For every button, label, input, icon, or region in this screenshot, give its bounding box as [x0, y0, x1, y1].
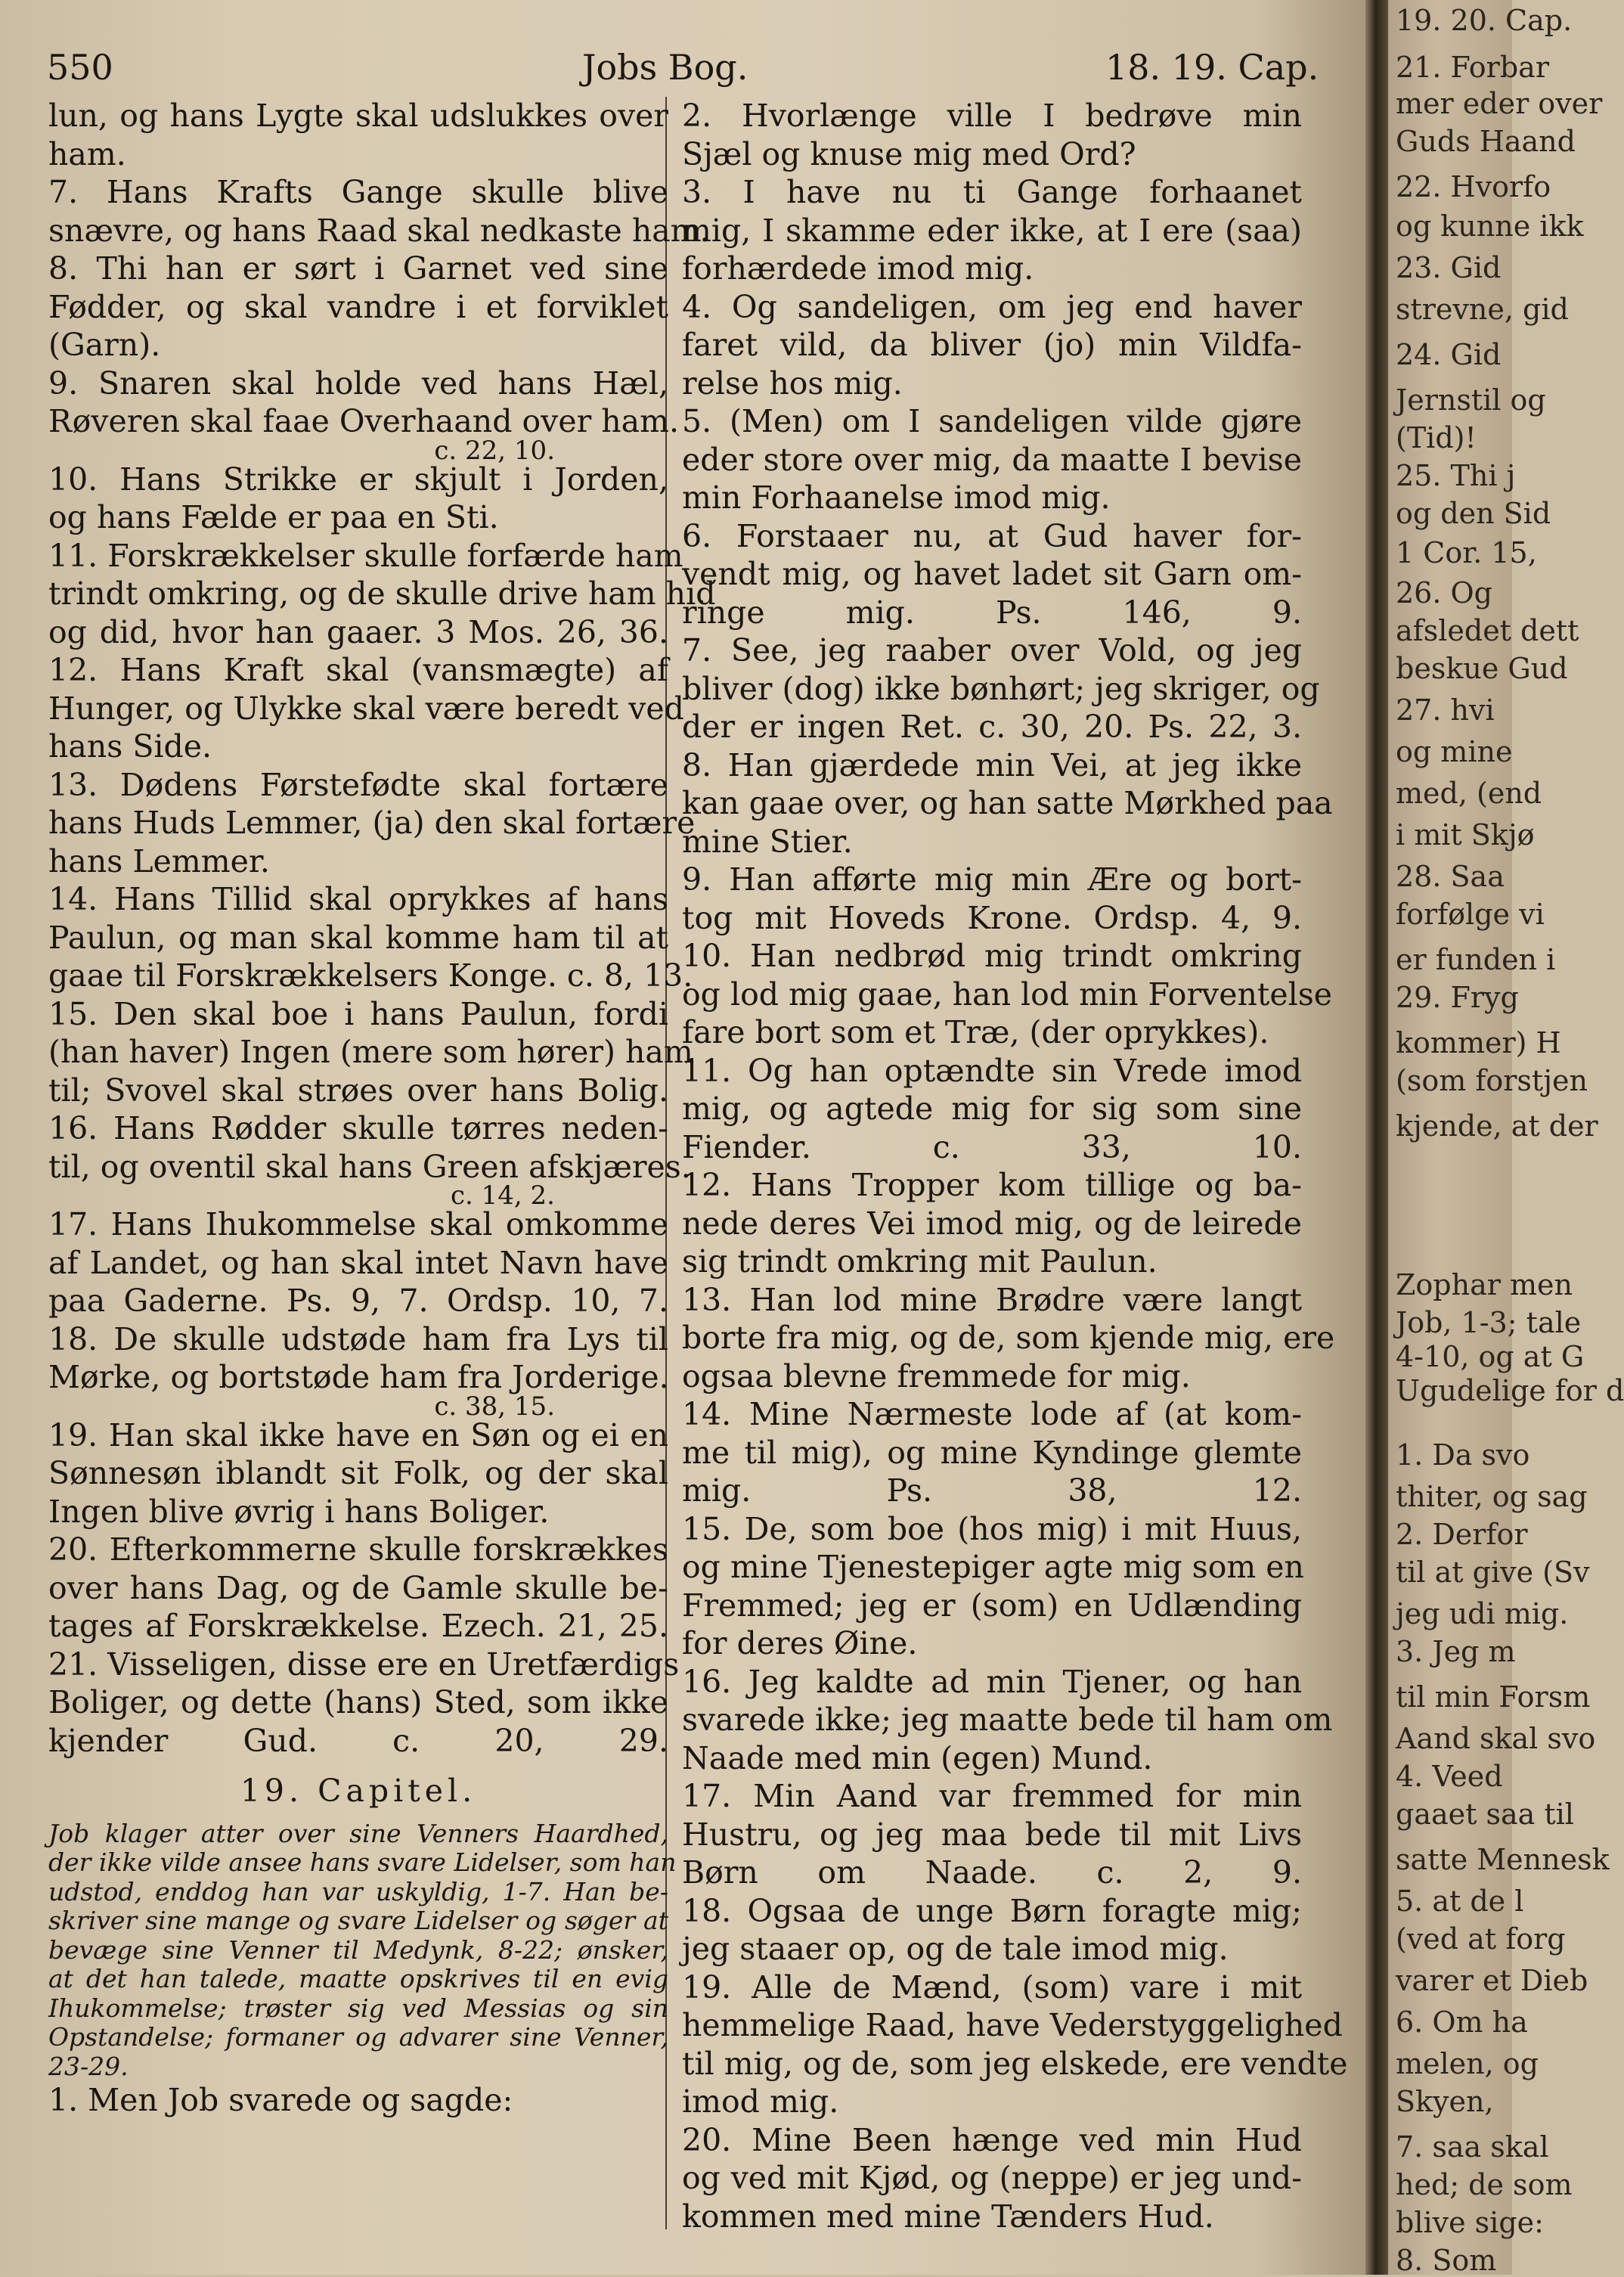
facing-page-fragment: til at give (Sv	[1396, 1556, 1590, 1589]
text-line: Sjæl og knuse mig med Ord?	[682, 135, 1136, 172]
text-line: kjender Gud. c. 20, 29.	[48, 1722, 668, 1759]
text-line: mig. Ps. 38, 12.	[682, 1472, 1302, 1509]
facing-page-fragment: Job, 1-3; tale	[1396, 1306, 1582, 1339]
text-line: mine Stier.	[682, 823, 853, 860]
text-line: (han haver) Ingen (mere som hører) ham	[48, 1034, 693, 1070]
text-line: 20. Efterkommerne skulle forskrækkes	[48, 1531, 668, 1568]
text-line: hans Lemmer.	[48, 842, 270, 879]
text-line: mig, og agtede mig for sig som sine	[682, 1090, 1302, 1127]
facing-page-fragment: gaaet saa til	[1396, 1798, 1574, 1831]
text-line: 8. Han gjærdede min Vei, at jeg ikke	[682, 746, 1302, 783]
facing-page-fragment: beskue Gud	[1396, 652, 1568, 685]
text-line: min Forhaanelse imod mig.	[682, 479, 1111, 516]
text-line: 11. Og han optændte sin Vrede imod	[682, 1052, 1302, 1089]
facing-page-fragment: 4. Veed	[1396, 1760, 1503, 1793]
chapter-range: 18. 19. Cap.	[1105, 47, 1319, 88]
facing-page-fragment: 6. Om ha	[1396, 2006, 1528, 2039]
text-line: Boliger, og dette (hans) Sted, som ikke	[48, 1684, 668, 1720]
facing-page-fragment: (ved at forg	[1396, 1922, 1566, 1956]
facing-page-fragment: 1 Cor. 15,	[1396, 536, 1537, 569]
text-line: 2. Hvorlænge ville I bedrøve min	[682, 98, 1302, 134]
text-line: 11. Forskrækkelser skulle forfærde ham	[48, 537, 683, 574]
text-line: faret vild, da bliver (jo) min Vildfa-	[682, 327, 1302, 363]
page-number: 550	[47, 47, 113, 88]
text-line: 15. De, som boe (hos mig) i mit Huus,	[682, 1510, 1302, 1547]
text-line: eder store over mig, da maatte I bevise	[682, 441, 1302, 478]
text-line: 18. De skulle udstøde ham fra Lys til	[48, 1320, 668, 1357]
text-line: 10. Han nedbrød mig trindt omkring	[682, 938, 1302, 974]
chapter-summary-line: Ihukommelse; trøster sig ved Messias og sin	[48, 1993, 668, 2023]
facing-page-fragment: 8. Som	[1396, 2244, 1497, 2277]
facing-page-fragment: satte Mennesk	[1396, 1843, 1610, 1876]
text-line: 20. Mine Been hænge ved min Hud	[682, 2121, 1302, 2158]
facing-page-fragment: 2. Derfor	[1396, 1518, 1528, 1551]
text-line: for deres Øine.	[682, 1625, 918, 1661]
text-line: (Garn).	[48, 327, 161, 363]
facing-page-fragment: 3. Jeg m	[1396, 1635, 1516, 1668]
text-line: til mig, og de, som jeg elskede, ere vendte	[682, 2045, 1348, 2082]
text-line: tog mit Hoveds Krone. Ordsp. 4, 9.	[682, 899, 1302, 936]
text-line: 17. Min Aand var fremmed for min	[682, 1778, 1302, 1814]
facing-page-fragment: 27. hvi	[1396, 693, 1495, 727]
facing-page-fragment: mer eder over	[1396, 87, 1603, 120]
facing-page-fragment: 29. Fryg	[1396, 981, 1519, 1014]
text-line: 19. Alle de Mænd, (som) vare i mit	[682, 1968, 1302, 2006]
text-line: tages af Forskrækkelse. Ezech. 21, 25.	[48, 1608, 668, 1644]
facing-page-fragment: og mine	[1396, 735, 1513, 768]
facing-page-fragment: 19. 20. Cap.	[1396, 4, 1573, 37]
facing-page-fragment: 26. Og	[1396, 576, 1492, 610]
text-line: 14. Hans Tillid skal oprykkes af hans	[48, 881, 668, 917]
text-line: 8. Thi han er sørt i Garnet ved sine	[48, 250, 668, 287]
text-line: 9. Han afførte mig min Ære og bort-	[682, 861, 1302, 898]
text-line: mig, I skamme eder ikke, at I ere (saa)	[682, 212, 1302, 249]
text-line: 14. Mine Nærmeste lode af (at kom-	[682, 1396, 1302, 1432]
text-line: 9. Snaren skal holde ved hans Hæl,	[48, 365, 668, 402]
facing-page-fragment: kjende, at der	[1396, 1109, 1598, 1143]
facing-page-fragment: Ugudelige for d	[1396, 1374, 1624, 1407]
text-line: vendt mig, og havet ladet sit Garn om-	[682, 556, 1302, 592]
text-line: 13. Han lod mine Brødre være langt	[682, 1281, 1302, 1318]
facing-page-fragment: 22. Hvorfo	[1396, 170, 1551, 203]
chapter-summary-line: der ikke vilde ansee hans svare Lidelser, som han	[48, 1847, 677, 1877]
text-line: hans Side.	[48, 728, 212, 765]
facing-page-fragment: 1. Da svo	[1396, 1438, 1530, 1472]
chapter-summary-line: Opstandelse; formaner og advarer sine Venner,	[48, 2022, 668, 2052]
facing-page-fragment: 7. saa skal	[1396, 2130, 1549, 2164]
facing-page-fragment: jeg udi mig.	[1396, 1597, 1569, 1630]
text-line: sig trindt omkring mit Paulun.	[682, 1243, 1158, 1280]
text-line: snævre, og hans Raad skal nedkaste ham.	[48, 212, 710, 249]
text-line: 19. Han skal ikke have en Søn og ei en	[48, 1416, 668, 1453]
facing-page-fragment: Skyen,	[1396, 2085, 1494, 2118]
chapter-summary-line: udstod, enddog han var uskyldig, 1-7. Han be-	[48, 1876, 668, 1906]
text-line: trindt omkring, og de skulle drive ham hid	[48, 575, 716, 612]
facing-page-fragment: i mit Skjø	[1396, 818, 1535, 852]
facing-page-fragment: med, (end	[1396, 777, 1542, 810]
text-line: Sønnesøn iblandt sit Folk, og der skal	[48, 1455, 668, 1491]
text-line: Paulun, og man skal komme ham til at	[48, 919, 668, 956]
text-line: 16. Hans Rødder skulle tørres neden-	[48, 1110, 668, 1146]
text-line: kommen med mine Tænders Hud.	[682, 2198, 1214, 2235]
text-line: over hans Dag, og de Gamle skulle be-	[48, 1569, 668, 1606]
text-line: Fiender. c. 33, 10.	[682, 1128, 1302, 1165]
text-line: 21. Visseligen, disse ere en Uretfærdigs	[48, 1646, 680, 1683]
cross-reference: c. 14, 2.	[451, 1180, 555, 1211]
facing-page-fragment: thiter, og sag	[1396, 1480, 1588, 1513]
text-line: 15. Den skal boe i hans Paulun, fordi	[48, 995, 668, 1032]
text-line: paa Gaderne. Ps. 9, 7. Ordsp. 10, 7.	[48, 1283, 668, 1319]
facing-page-fragment: er funden i	[1396, 943, 1556, 976]
text-line: 3. I have nu ti Gange forhaanet	[682, 174, 1302, 210]
text-line: 12. Hans Tropper kom tillige og ba-	[682, 1167, 1302, 1203]
text-line: me til mig), og mine Kyndinge glemte	[682, 1434, 1302, 1471]
text-line: og did, hvor han gaaer. 3 Mos. 26, 36.	[48, 613, 668, 650]
running-title: Jobs Bog.	[582, 47, 748, 88]
text-line: ogsaa blevne fremmede for mig.	[682, 1357, 1191, 1394]
text-line: Naade med min (egen) Mund.	[682, 1739, 1153, 1776]
facing-page-fragment: Aand skal svo	[1396, 1722, 1596, 1755]
text-line: gaae til Forskrækkelsers Konge. c. 8, 13.	[48, 957, 693, 994]
facing-page-edge	[1388, 0, 1624, 2277]
text-line: fare bort som et Træ, (der oprykkes).	[682, 1014, 1269, 1050]
text-line: relse hos mig.	[682, 365, 903, 402]
text-line: Fødder, og skal vandre i et forviklet	[48, 288, 668, 325]
text-line: Børn om Naade. c. 2, 9.	[682, 1854, 1302, 1891]
facing-page-fragment: kommer) H	[1396, 1026, 1561, 1059]
text-line: jeg staaer op, og de tale imod mig.	[682, 1931, 1229, 1967]
cross-reference: c. 38, 15.	[434, 1391, 555, 1422]
facing-page-fragment: og den Sid	[1396, 497, 1551, 530]
facing-page-fragment: hed; de som	[1396, 2168, 1573, 2201]
text-line: 10. Hans Strikke er skjult i Jorden,	[48, 461, 668, 498]
text-line: 6. Forstaaer nu, at Gud haver for-	[682, 517, 1302, 554]
text-line: Fremmed; jeg er (som) en Udlænding	[682, 1587, 1302, 1624]
facing-page-fragment: 4-10, og at G	[1396, 1340, 1585, 1373]
text-line: der er ingen Ret. c. 30, 20. Ps. 22, 3.	[682, 709, 1302, 745]
text-line: 18. Ogsaa de unge Børn foragte mig;	[682, 1892, 1302, 1929]
text-line: bliver (dog) ikke bønhørt; jeg skriger, og	[682, 670, 1320, 707]
text-line: borte fra mig, og de, som kjende mig, ere	[682, 1320, 1335, 1356]
text-line: og hans Fælde er paa en Sti.	[48, 499, 499, 535]
facing-page-fragment: blive sige:	[1396, 2206, 1544, 2239]
text-line: 16. Jeg kaldte ad min Tjener, og han	[682, 1663, 1302, 1700]
facing-page-fragment: afsledet dett	[1396, 614, 1579, 647]
text-line: nede deres Vei imod mig, og de leirede	[682, 1205, 1302, 1242]
facing-page-fragment: Jernstil og	[1396, 383, 1546, 417]
text-line: 1. Men Job svarede og sagde:	[48, 2082, 513, 2118]
facing-page-fragment: Zophar men	[1396, 1268, 1573, 1301]
facing-page-fragment: 5. at de l	[1396, 1885, 1524, 1918]
text-line: ringe mig. Ps. 146, 9.	[682, 594, 1302, 631]
text-line: Røveren skal faae Overhaand over ham.	[48, 403, 679, 439]
text-line: Ingen blive øvrig i hans Boliger.	[48, 1493, 550, 1530]
left-column	[48, 97, 716, 2120]
text-line: Mørke, og bortstøde ham fra Jorderige.	[48, 1359, 669, 1395]
facing-page-fragment: melen, og	[1396, 2047, 1539, 2080]
text-line: Hustru, og jeg maa bede til mit Livs	[682, 1816, 1302, 1853]
facing-page-fragment: varer et Dieb	[1396, 1964, 1588, 1997]
chapter-summary-line: 23-29.	[48, 2051, 129, 2081]
text-line: 13. Dødens Førstefødte skal fortære	[48, 766, 668, 803]
text-line: 12. Hans Kraft skal (vansmægte) af	[48, 652, 668, 688]
text-line: hans Huds Lemmer, (ja) den skal fortære	[48, 805, 696, 841]
facing-page-fragment: 25. Thi j	[1396, 459, 1516, 492]
chapter-heading: 19. Capitel.	[240, 1773, 477, 1809]
facing-page-fragment: (som forstjen	[1396, 1064, 1588, 1097]
right-column	[682, 97, 1348, 2235]
cross-reference: c. 22, 10.	[434, 435, 555, 466]
text-line: af Landet, og han skal intet Navn have	[48, 1244, 668, 1281]
text-line: og ved mit Kjød, og (neppe) er jeg und-	[682, 2160, 1302, 2196]
chapter-summary-line: bevæge sine Venner til Medynk, 8-22; ønsker,	[48, 1934, 668, 1965]
text-line: ham.	[48, 135, 126, 172]
text-line: til, og oventil skal hans Green afskjæres.	[48, 1148, 691, 1185]
text-line: 7. Hans Krafts Gange skulle blive	[48, 174, 668, 210]
facing-page-fragment: 23. Gid	[1396, 251, 1502, 284]
facing-page-fragment: strevne, gid	[1396, 293, 1569, 326]
text-line: imod mig.	[682, 2083, 839, 2120]
chapter-summary-line: at det han talede, maatte opskrives til en evig	[48, 1964, 668, 1993]
text-line: svarede ikke; jeg maatte bede til ham om	[682, 1702, 1333, 1738]
text-line: og mine Tjenestepiger agte mig som en	[682, 1549, 1304, 1585]
facing-page-fragment: (Tid)!	[1396, 421, 1477, 454]
text-line: og lod mig gaae, han lod min Forventelse	[682, 976, 1333, 1013]
text-line: hemmelige Raad, have Vederstyggelighed	[682, 2007, 1343, 2043]
text-line: 4. Og sandeligen, om jeg end haver	[682, 288, 1302, 325]
chapter-summary-line: skriver sine mange og svare Lidelser og søger at	[48, 1906, 668, 1935]
facing-page-fragment: Guds Haand	[1396, 125, 1576, 158]
facing-page-fragment: 28. Saa	[1396, 860, 1505, 893]
text-line: 5. (Men) om I sandeligen vilde gjøre	[682, 403, 1302, 439]
text-line: Hunger, og Ulykke skal være beredt ved	[48, 690, 684, 727]
text-line: til; Svovel skal strøes over hans Bolig.	[48, 1072, 668, 1109]
facing-page-fragment: til min Forsm	[1396, 1680, 1591, 1714]
text-line: forhærdede imod mig.	[682, 250, 1034, 287]
text-line: 7. See, jeg raaber over Vold, og jeg	[682, 632, 1302, 669]
text-line: lun, og hans Lygte skal udslukkes over	[48, 98, 668, 134]
text-line: kan gaae over, og han satte Mørkhed paa	[682, 785, 1333, 821]
book-gutter	[1365, 0, 1388, 2275]
facing-page-fragment: forfølge vi	[1396, 898, 1545, 931]
facing-page-fragment: 21. Forbar	[1396, 51, 1549, 84]
facing-page-fragment: 24. Gid	[1396, 338, 1502, 371]
facing-page-fragment: og kunne ikk	[1396, 209, 1584, 243]
text-line: 17. Hans Ihukommelse skal omkomme	[48, 1206, 668, 1242]
chapter-summary-line: Job klager atter over sine Venners Haardhed,	[48, 1818, 668, 1848]
